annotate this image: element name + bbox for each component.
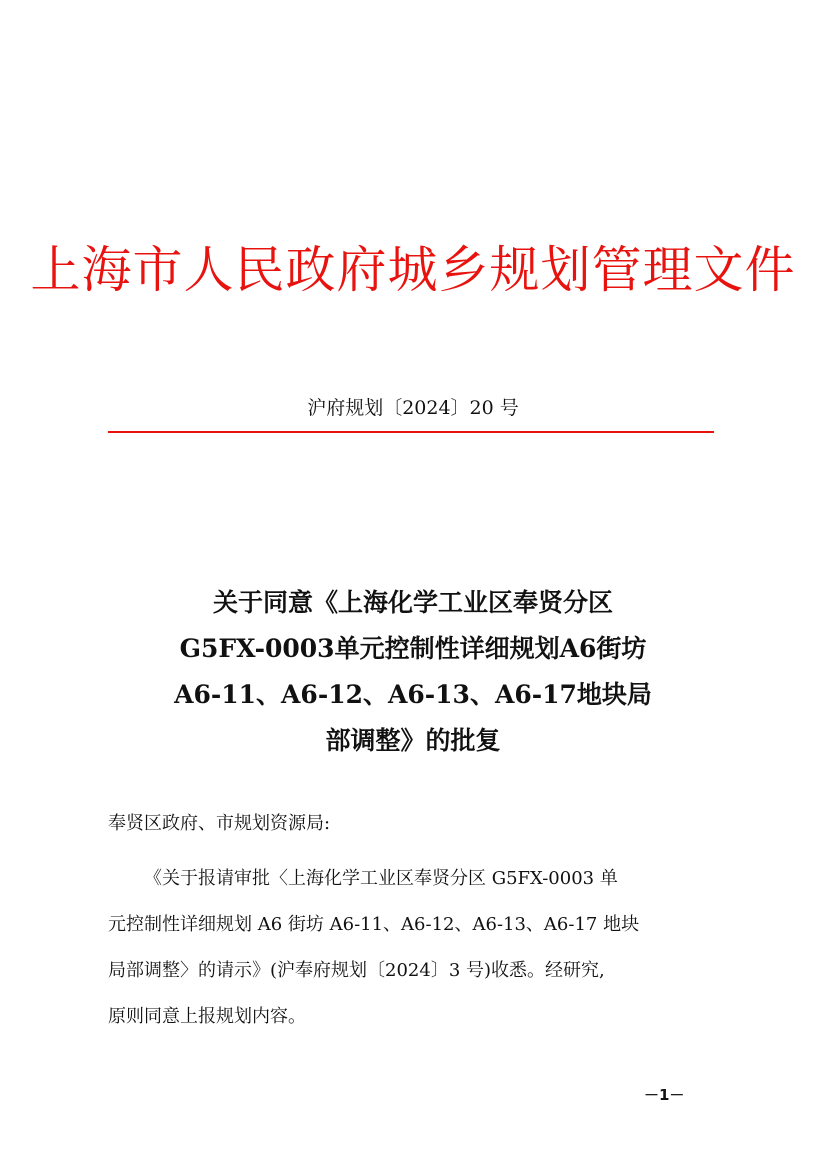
- paragraph-line: 局部调整〉的请示》(沪奉府规划〔2024〕3 号)收悉。经研究,: [108, 960, 605, 981]
- paragraph-line: 《关于报请审批〈上海化学工业区奉贤分区 G5FX-0003 单: [144, 868, 618, 889]
- salutation: 奉贤区政府、市规划资源局:: [108, 813, 331, 834]
- title-line: A6-11、A6-12、A6-13、A6-17地块局: [174, 680, 652, 709]
- paragraph-line: 元控制性详细规划 A6 街坊 A6-11、A6-12、A6-13、A6-17 地块: [108, 914, 640, 935]
- title-line: 部调整》的批复: [325, 726, 501, 755]
- issuer-header: 上海市人民政府城乡规划管理文件: [30, 241, 796, 299]
- red-divider-line: [108, 431, 714, 433]
- paragraph-line: 原则同意上报规划内容。: [108, 1006, 306, 1027]
- title-line: 关于同意《上海化学工业区奉贤分区: [212, 588, 613, 617]
- body-paragraph: [108, 856, 716, 1040]
- title-line: G5FX-0003单元控制性详细规划A6街坊: [179, 634, 647, 663]
- page-number: －1－: [644, 1086, 685, 1104]
- document-title: [90, 580, 736, 764]
- document-number: 沪府规划〔2024〕20 号: [307, 397, 519, 419]
